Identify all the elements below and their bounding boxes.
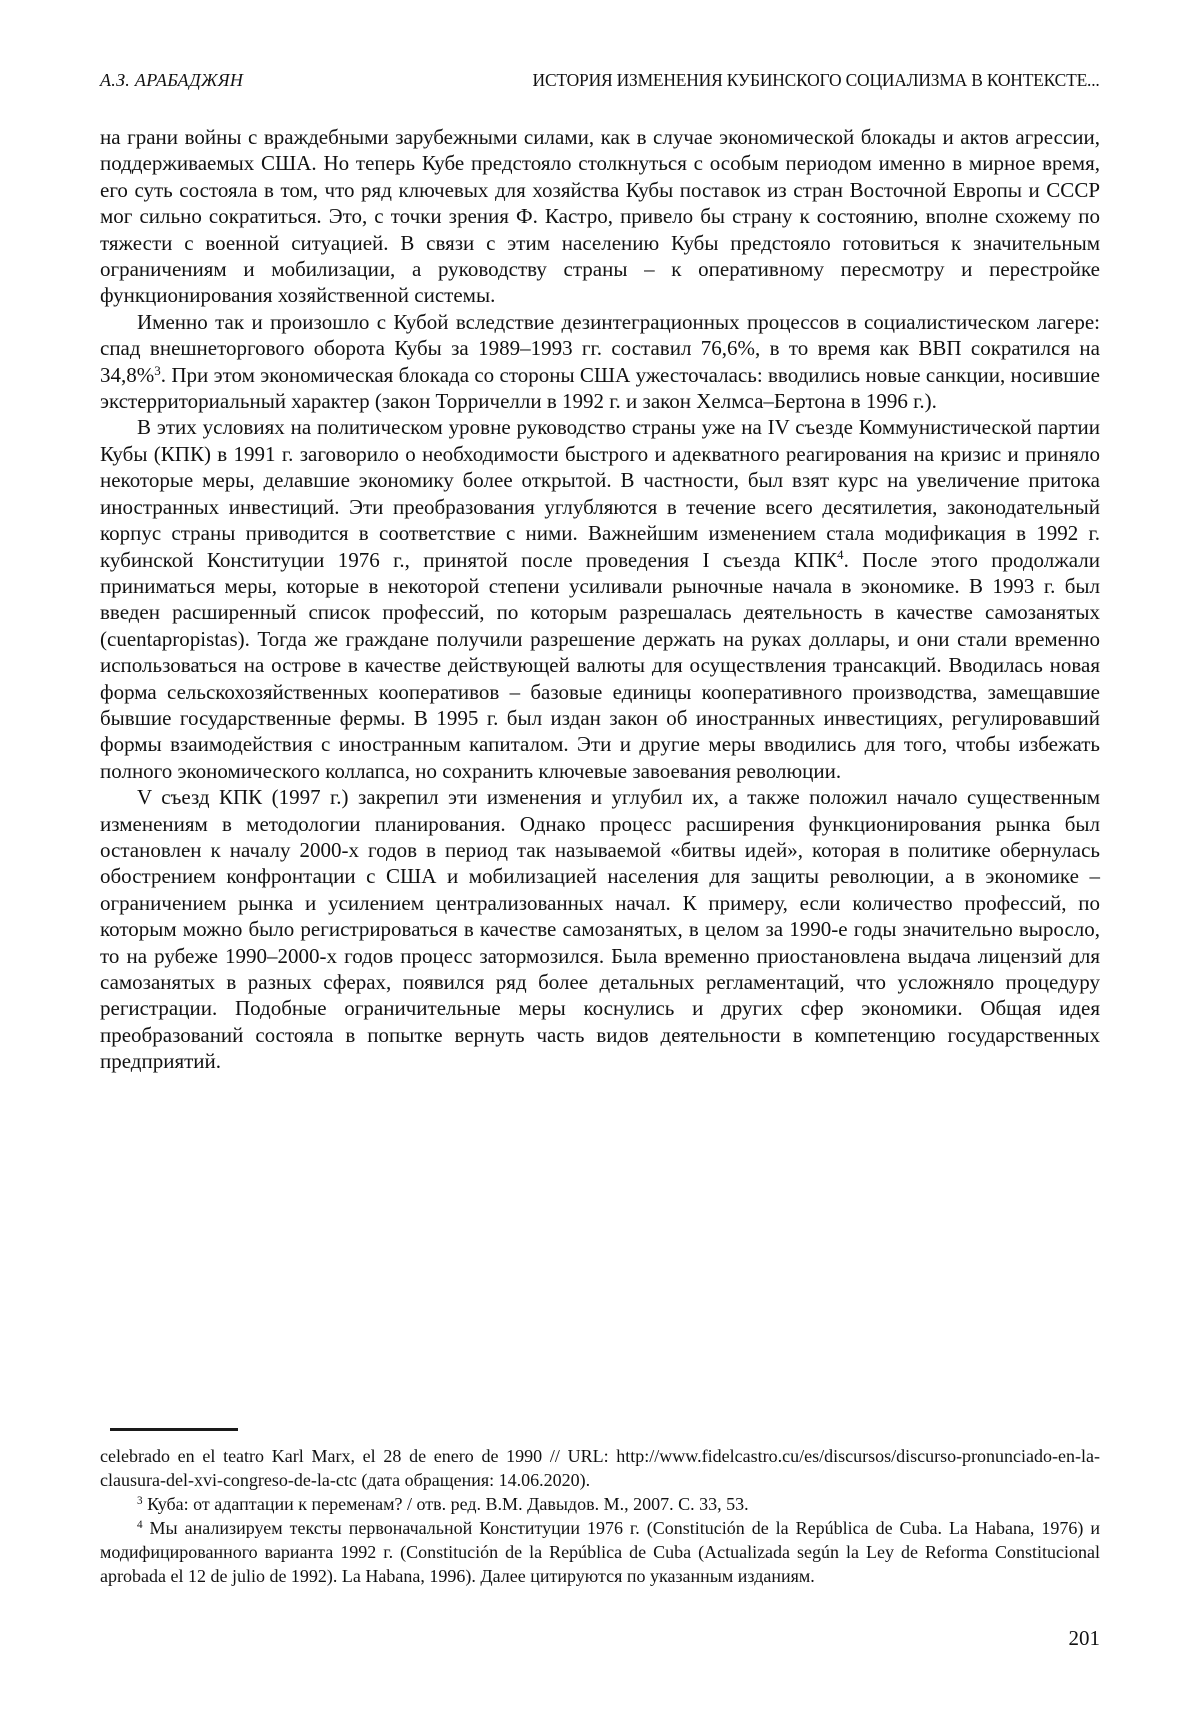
running-head: [100, 70, 1100, 91]
page-number: 201: [1068, 1626, 1100, 1650]
paragraph: V съезд КПК (1997 г.) закрепил эти изменения и углубил их, а также положил начало существенным изменениям в методологии планирования. Однако процесс расширения функционирования рынка был остановлен к началу 2000-х годов в период так называемой «битвы идей», которая в политике обернулась обострением конфронтации с США и мобилизацией населения для защиты революции, а в экономике – ограничением рынка и усилением централизованных начал. К примеру, если количество профессий, по которым можно было регистрироваться в качестве самозанятых, в целом за 1990-е годы значительно выросло, то на рубеже 1990–2000-х годов процесс затормозился. Была временно приостановлена выдача лицензий для самозанятых в разных сферах, появился ряд более детальных регламентаций, что усложняло процедуру регистрации. Подобные ограничительные меры коснулись и других сфер экономики. Общая идея преобразований состояла в попытке вернуть часть видов деятельности в компетенцию государственных предприятий.: [100, 785, 1100, 1074]
footnote-marker: 4: [137, 1518, 143, 1531]
footnotes: [100, 1444, 1100, 1588]
footnote-item: $^3$ Куба: от адаптации к переменам? / отв. ред. В.М. Давыдов. М., 2007. С. 33, 53.: [137, 1494, 749, 1514]
footnote-marker: 3: [137, 1494, 143, 1507]
paragraph: на грани войны с враждебными зарубежными силами, как в случае экономической блокады и актов агрессии, поддерживаемых США. Но теперь Кубе предстояло столкнуться с особым периодом именно в мирное время, его суть состояла в том, что ряд ключевых для хозяйства Кубы поставок из стран Восточной Европы и СССР мог сильно сократиться. Это, с точки зрения Ф. Кастро, привело бы страну к состоянию, вполне схожему по тяжести с военной ситуацией. В связи с этим населению Кубы предстояло готовиться к значительным ограничениям и мобилизации, а руководству страны – к оперативному пересмотру и перестройке функционирования хозяйственной системы.: [100, 125, 1100, 308]
paragraph: Именно так и произошло с Кубой вследствие дезинтеграционных процессов в социалистическом лагере: спад внешнеторгового оборота Кубы за 1989–1993 гг. составил 76,6%, в то время как ВВП сократился на 34,8%$^3$. При этом экономическая блокада со стороны США ужесточалась: вводились новые санкции, носившие экстерриториальный характер (закон Торричелли в 1992 г. и закон Хелмса–Бертона в 1996 г.).: [100, 309, 1100, 414]
footnote-item: celebrado en el teatro Karl Marx, el 28 de enero de 1990 // URL: http://www.fidelcastro.cu/es/discursos/discurso-pronunciado-en-la-clausura-del-xvi-congreso-de-la-ctc (дата обращения: 14.06.2020).: [100, 1446, 1100, 1490]
running-head-author: А.З. АРАБАДЖЯН: [100, 70, 244, 90]
footnote-reference: 3: [154, 362, 161, 378]
footnote-reference: 4: [837, 547, 844, 563]
body-text: [100, 124, 1100, 1075]
footnote-separator: [110, 1428, 238, 1431]
running-head-title: ИСТОРИЯ ИЗМЕНЕНИЯ КУБИНСКОГО СОЦИАЛИЗМА В КОНТЕКСТЕ...: [532, 70, 1100, 90]
paragraph: В этих условиях на политическом уровне руководство страны уже на IV съезде Коммунистической партии Кубы (КПК) в 1991 г. заговорило о необходимости быстрого и адекватного реагирования на кризис и приняло некоторые меры, делавшие экономику более открытой. В частности, был взят курс на увеличение притока иностранных инвестиций. Эти преобразования углубляются в течение всего десятилетия, законодательный корпус страны приводится в соответствие с ними. Важнейшим изменением стала модификация в 1992 г. кубинской Конституции 1976 г., принятой после проведения I съезда КПК$^4$. После этого продолжали приниматься меры, которые в некоторой степени усиливали рыночные начала в экономике. В 1993 г. был введен расширенный список профессий, по которым разрешалась деятельность в качестве самозанятых (cuentapropistas). Тогда же граждане получили разрешение держать на руках доллары, и они стали временно использоваться на острове в качестве действующей валюты для осуществления трансакций. Вводилась новая форма сельскохозяйственных кооперативов – базовые единицы кооперативного производства, замещавшие бывшие государственные фермы. В 1995 г. был издан закон об иностранных инвестициях, регулировавший формы взаимодействия с иностранным капиталом. Эти и другие меры вводились для того, чтобы избежать полного экономического коллапса, но сохранить ключевые завоевания революции.: [100, 415, 1100, 783]
footnote-item: $^4$ Мы анализируем тексты первоначальной Конституции 1976 г. (Constitución de la República de Cuba. La Habana, 1976) и модифицированного варианта 1992 г. (Constitución de la República de Cuba (Actualizada según la Ley de Reforma Constitucional aprobada el 12 de julio de 1992). La Habana, 1996). Далее цитируются по указанным изданиям.: [100, 1518, 1100, 1586]
